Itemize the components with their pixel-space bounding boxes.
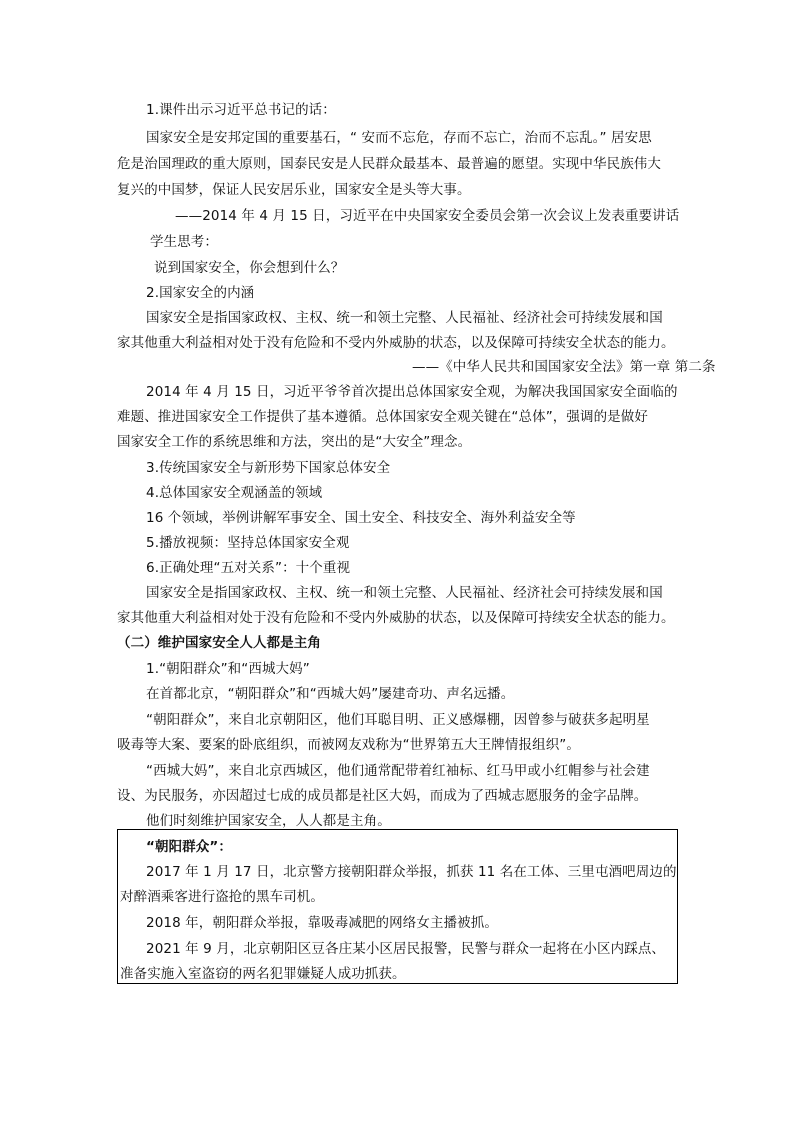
section-heading: （二）维护国家安全人人都是主角 (117, 635, 321, 651)
case-line: 对醉酒乘客进行盗抢的黑车司机。 (120, 889, 324, 905)
case-line: 2021 年 9 月，北京朝阳区豆各庄某小区居民报警，民警与群众一起将在小区内踩点、 (146, 941, 666, 957)
paragraph-line: 吸毒等大案、要案的卧底组织，而被网友戏称为“世界第五大王牌情报组织”。 (117, 737, 580, 753)
item-2-heading: 2.国家安全的内涵 (146, 285, 255, 301)
paragraph-line: “西城大妈”，来自北京西城区，他们通常配带着红袖标、红马甲或小红帽参与社会建 (146, 763, 650, 779)
paragraph-line: “朝阳群众”，来自北京朝阳区，他们耳聪目明、正义感爆棚，因曾参与破获多起明星 (146, 712, 650, 728)
law-citation: ——《中华人民共和国国家安全法》第一章 第二条 (412, 359, 716, 375)
paragraph-line: 国家安全工作的系统思维和方法，突出的是“大安全”理念。 (117, 434, 472, 450)
case-line: 2017 年 1 月 17 日，北京警方接朝阳群众举报，抓获 11 名在工体、三里屯酒吧周边的 (146, 864, 677, 880)
paragraph-line: 在首都北京，“朝阳群众”和“西城大妈”屡建奇功、声名远播。 (146, 686, 515, 702)
quote-paragraph-line: 国家安全是安邦定国的重要基石，“ 安而不忘危，存而不忘亡，治而不忘乱。” 居安思 (146, 130, 652, 146)
thinking-question: 说到国家安全，你会想到什么？ (154, 260, 345, 276)
definition-line: 家其他重大利益相对处于没有危险和不受内外威胁的状态，以及保障可持续安全状态的能力。 (117, 335, 675, 351)
item-6-heading: 6.正确处理“五对关系”：十个重视 (146, 560, 351, 576)
item-5-heading: 5.播放视频：坚持总体国家安全观 (146, 535, 350, 551)
definition-line: 家其他重大利益相对处于没有危险和不受内外威胁的状态，以及保障可持续安全状态的能力。 (117, 610, 675, 626)
domains-line: 16 个领域，举例讲解军事安全、国土安全、科技安全、海外利益安全等 (146, 510, 576, 526)
case-line: 准备实施入室盗窃的两名犯罪嫌疑人成功抓获。 (120, 966, 406, 982)
item-3-heading: 3.传统国家安全与新形势下国家总体安全 (146, 460, 391, 476)
quote-paragraph-line: 复兴的中国梦，保证人民安居乐业，国家安全是头等大事。 (117, 182, 471, 198)
paragraph-line: 他们时刻维护国家安全，人人都是主角。 (146, 813, 391, 829)
item-1-heading: 1.课件出示习近平总书记的话： (146, 102, 336, 118)
paragraph-line: 2014 年 4 月 15 日，习近平爷爷首次提出总体国家安全观，为解决我国国家安全面临的 (146, 384, 678, 400)
quote-paragraph-line: 危是治国理政的重大原则，国泰民安是人民群众最基本、最普遍的愿望。实现中华民族伟大 (117, 156, 661, 172)
paragraph-line: 难题、推进国家安全工作提供了基本遵循。总体国家安全观关键在“总体”，强调的是做好 (117, 409, 648, 425)
paragraph-line: 设、为民服务，亦因超过七成的成员都是社区大妈，而成为了西城志愿服务的金字品牌。 (117, 788, 648, 804)
item-4-heading: 4.总体国家安全观涵盖的领域 (146, 485, 323, 501)
definition-line: 国家安全是指国家政权、主权、统一和领土完整、人民福祉、经济社会可持续发展和国 (146, 310, 663, 326)
case-box-title: “朝阳群众”： (146, 839, 232, 855)
student-thinking-label: 学生思考： (150, 234, 218, 250)
subsection-heading: 1.“朝阳群众”和“西城大妈” (146, 661, 310, 677)
definition-line: 国家安全是指国家政权、主权、统一和领土完整、人民福祉、经济社会可持续发展和国 (146, 585, 663, 601)
case-line: 2018 年，朝阳群众举报，靠吸毒减肥的网络女主播被抓。 (146, 915, 498, 931)
quote-attribution: ——2014 年 4 月 15 日，习近平在中央国家安全委员会第一次会议上发表重要讲话 (175, 208, 680, 224)
